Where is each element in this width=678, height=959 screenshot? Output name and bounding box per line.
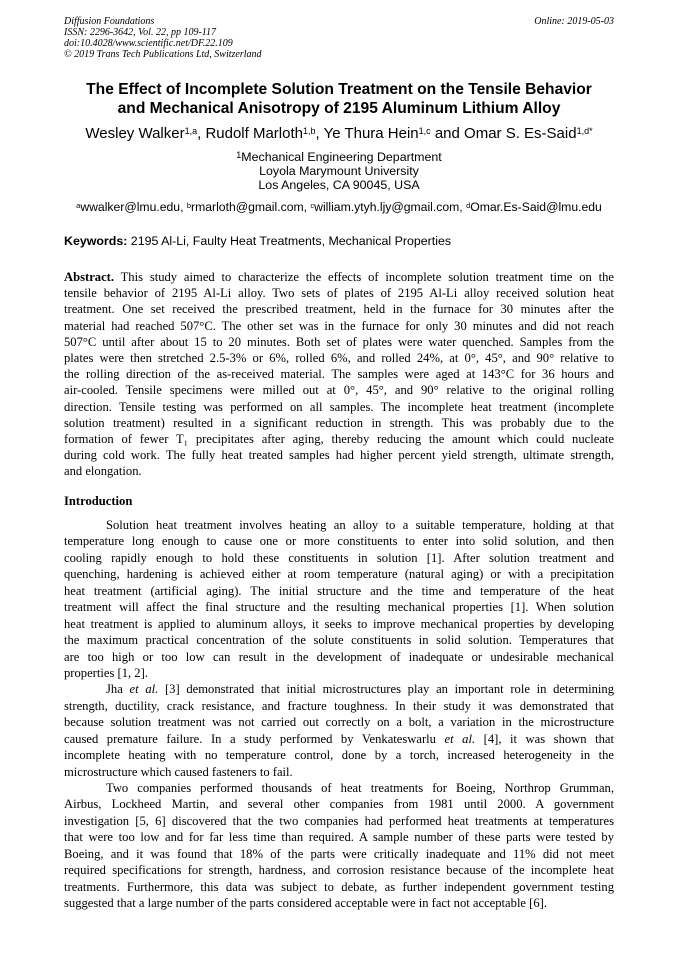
paper-title (40, 80, 638, 118)
abstract-text: solution treatment) resulted in a significant reduction in strength. This was probably due to the (64, 415, 614, 430)
paragraph-line: Solution heat treatment involves heating an alloy to a suitable temperature, holding at that (106, 518, 614, 532)
abstract-text: material had reached 507°C. The other set was in the furnace for only 30 minutes and did not reach (64, 318, 614, 333)
paragraph-line: Boeing, and it was found that 18% of the parts were critically inadequate and 11% did not meet (64, 846, 614, 861)
email-marker: c (310, 201, 315, 210)
abstract-line (64, 301, 614, 317)
paragraph-line: temperature long enough to cause one or more constituents to enter into solid solution, and then (64, 534, 614, 549)
issn: ISSN: 2296-3642, Vol. 22, pp 109-117 (64, 27, 217, 38)
title-line: The Effect of Incomplete Solution Treatment on the Tensile Behavior (86, 81, 592, 98)
introduction-body (64, 517, 614, 912)
abstract-text: during cold work. The fully heat treated samples had higher percent yield strength, ultimate strength, (64, 448, 614, 463)
dept-text: Mechanical Engineering Department (241, 150, 442, 164)
abstract-text: plates were then stretched 2.5-3% or 6%, rolled 6%, and rolled 24%, at 0°, 45°, and 90° relative to (64, 350, 614, 365)
email-marker: d (466, 201, 471, 210)
email-address: william.ytyh.ljy@gmail.com (314, 200, 460, 214)
doi: doi:10.4028/www.scientific.net/DF.22.109 (64, 38, 233, 49)
journal-header (64, 16, 262, 60)
author-affiliation-marker: 1,b (302, 126, 316, 136)
affiliation-address: Los Angeles, CA 90045, USA (258, 178, 420, 193)
author-separator: , (315, 125, 324, 142)
email-marker: b (186, 201, 192, 210)
paragraph-line: treatments. Furthermore, this data was subject to debate, as further independent government testing (64, 879, 614, 894)
keywords-label: Keywords: (64, 234, 128, 248)
email-separator: , (303, 200, 311, 214)
author-separator: , (197, 125, 206, 142)
abstract-line (64, 318, 614, 334)
author-separator: and (430, 125, 465, 142)
keywords (64, 234, 451, 248)
paragraph-line: Airbus, Lockheed Martin, and several other companies from 1981 until 2000. A government (64, 797, 614, 812)
abstract-line (64, 415, 614, 431)
paragraph-line: suggested that a large number of the parts considered acceptable were in fact not acceptable [6]. (64, 896, 548, 911)
author-name: Rudolf Marloth (205, 125, 303, 142)
email-separator: , (180, 200, 187, 214)
copyright: © 2019 Trans Tech Publications Ltd, Switzerland (64, 49, 262, 60)
abstract-text: air-cooled. Tensile specimens were milled out at 0°, 45°, and 90° relative to the original rolling (64, 383, 614, 398)
title-line: and Mechanical Anisotropy of 2195 Aluminum Lithium Alloy (117, 100, 561, 117)
abstract-line (64, 382, 614, 398)
abstract-line (64, 285, 614, 301)
paragraph-line: quenching, hardening is achieved either at room temperature (natural aging) or with a precipitation (64, 567, 614, 582)
abstract-text: direction. Tensile testing was performed on all samples. The incomplete heat treatment (incomplete (64, 399, 614, 414)
affiliation-dept (40, 150, 638, 164)
email-list (30, 200, 648, 214)
paragraph-line: caused premature failure. In a study performed by Venkateswarlu et al. [4], it was shown that (64, 731, 614, 746)
author-name: Omar S. Es-Said (464, 125, 577, 142)
email-marker: a (76, 201, 81, 210)
paragraph-line: the maximum practical concentration of the solute constituents in solid solution. Temperatures that (64, 633, 614, 648)
abstract-line (64, 463, 614, 479)
paragraph-line: properties [1, 2]. (64, 665, 148, 680)
author-affiliation-marker: 1,c (418, 126, 431, 136)
affiliation (40, 150, 638, 193)
affiliation-university: Loyola Marymount University (259, 164, 419, 179)
abstract-text: This study aimed to characterize the effects of incomplete solution treatment time on the (114, 270, 614, 284)
keywords-text: 2195 Al-Li, Faulty Heat Treatments, Mechanical Properties (127, 234, 452, 248)
paragraph-line: strength, ductility, crack resistance, and fracture toughness. In their study it was demonstrated that (64, 698, 614, 713)
paragraph-line: microstructure which caused fasteners to fail. (64, 764, 293, 779)
abstract-line (64, 399, 614, 415)
paragraph-line: cooling rapidly enough to hold these constituents in solution [1]. After solution treatment and (64, 550, 614, 565)
abstract-line (64, 350, 614, 366)
abstract-line (64, 431, 614, 447)
abstract-label: Abstract. (64, 270, 115, 284)
email-address: Omar.Es-Said@lmu.edu (470, 200, 602, 214)
abstract (64, 269, 614, 479)
abstract-text: 507°C until after about 15 to 20 minutes. Both set of plates were water quenched. Samples from the (64, 334, 614, 349)
paragraph-line: treatment will affect the final structure and the resulting mechanical properties [1]. When solution (64, 600, 614, 615)
email-address: wwalker@lmu.edu (80, 200, 181, 214)
affiliation-marker: 1 (236, 150, 242, 160)
email-address: rmarloth@gmail.com (191, 200, 304, 214)
abstract-text: the rolling direction of the as-received material. The samples were aged at 143°C for 36 hours and (64, 367, 614, 382)
paragraph-line: incomplete heating with no temperature control, done by a torch, increased heterogeneity in the (64, 748, 614, 763)
paragraph-line: heat treatment (artificial aging). The initial structure and the time and temperature of the heat (64, 583, 614, 598)
abstract-line (64, 447, 614, 463)
abstract-text: tensile behavior of 2195 Al-Li alloy. Two sets of plates of 2195 Al-Li alloy received solution heat (64, 286, 614, 301)
abstract-line (64, 334, 614, 350)
abstract-text: and elongation. (64, 464, 142, 479)
abstract-line (64, 366, 614, 382)
paragraph-line: Two companies performed thousands of heat treatments for Boeing, Northrop Grumman, (106, 781, 614, 795)
section-heading-introduction: Introduction (64, 494, 133, 508)
paragraph-line: required specifications for strength, hardness, and corrosion resistance because of the incomplete heat (64, 863, 614, 878)
paragraph-line: that were too low and for far less time than required. A sample number of these parts were tested by (64, 830, 614, 845)
paragraph-line: investigation [5, 6] discovered that the two companies had performed heat treatments at temperatures (64, 813, 614, 828)
paragraph-line: are too high or too low can result in the development of inadequate or undesirable mechanical (64, 649, 614, 664)
abstract-line (64, 269, 614, 285)
author-affiliation-marker: 1,d* (576, 126, 593, 136)
abstract-text: treatment. One set received the prescribed treatment, held in the furnace for 30 minutes after the (64, 302, 614, 317)
email-separator: , (459, 200, 467, 214)
author-list (20, 124, 658, 143)
abstract-text: formation of fewer T₁ precipitates after aging, thereby reducing the amount which could nucleate (64, 431, 614, 446)
author-affiliation-marker: 1,a (184, 126, 198, 136)
paragraph-line: Jha et al. [3] demonstrated that initial microstructures play an important role in determining (106, 682, 615, 697)
paragraph-line: heat treatment is applied to aluminum alloys, it seeks to improve mechanical properties by developing (64, 616, 614, 631)
journal-name: Diffusion Foundations (64, 16, 155, 27)
author-name: Ye Thura Hein (323, 125, 419, 142)
online-date: Online: 2019-05-03 (534, 16, 614, 27)
author-name: Wesley Walker (85, 125, 185, 142)
paragraph-line: because solution treatment was not carried out correctly on a bolt, a variation in the microstructure (64, 715, 614, 730)
